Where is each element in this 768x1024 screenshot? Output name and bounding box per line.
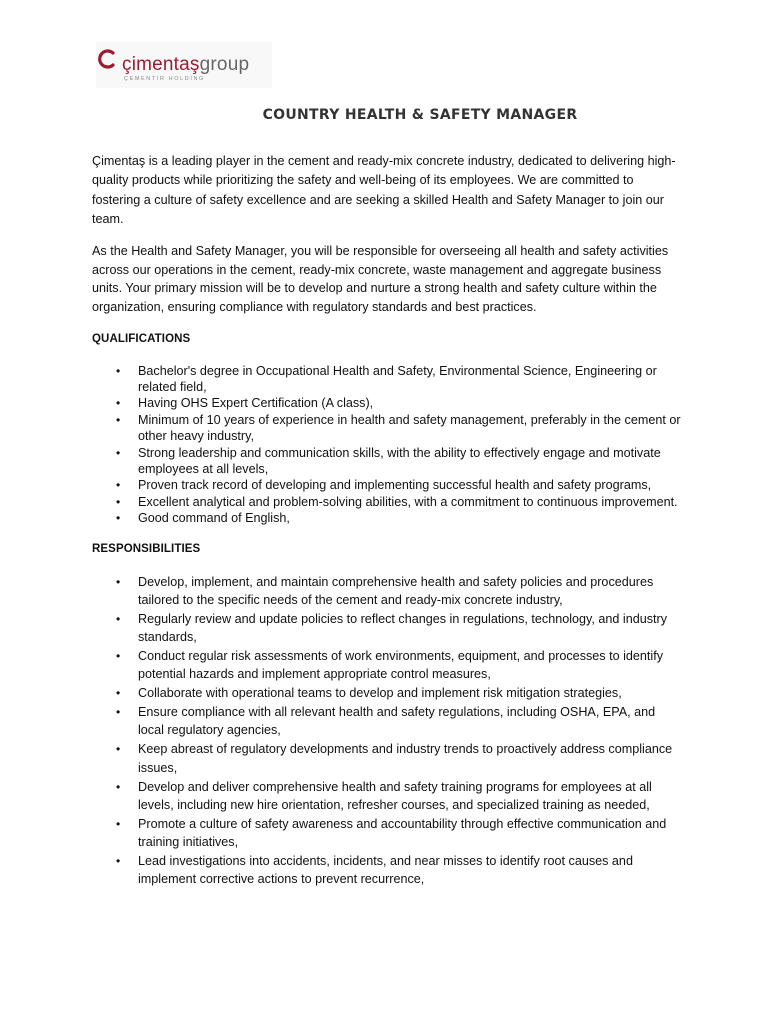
qualifications-heading: QUALIFICATIONS xyxy=(92,332,191,345)
list-item xyxy=(92,445,682,478)
list-item-text: Collaborate with operational teams to develop and implement risk mitigation strategies, xyxy=(138,686,622,701)
list-item-text: Proven track record of developing and implementing successful health and safety programs, xyxy=(138,478,652,493)
list-item-text: Develop, implement, and maintain comprehensive health and safety policies and procedures tailored to the specific needs of the cement and ready-mix concrete industry, xyxy=(138,574,654,607)
logo-group-text: group xyxy=(199,54,250,75)
document-body xyxy=(92,152,682,889)
list-item xyxy=(92,494,682,510)
list-item xyxy=(92,703,682,739)
list-item-text: Regularly review and update policies to reflect changes in regulations, technology, and industry standards, xyxy=(138,611,668,645)
bullet-icon: • xyxy=(116,686,121,701)
bullet-icon: • xyxy=(116,511,121,526)
list-item-text: Promote a culture of safety awareness and accountability through effective communication and training initiatives, xyxy=(138,816,667,850)
list-item xyxy=(92,647,682,683)
role-paragraph: As the Health and Safety Manager, you will be responsible for overseeing all health and safety activities across our operations in the cement, ready-mix concrete, waste management and aggregate business units. Your primary mission will be to develop and nurture a strong health and safety culture within the organization, ensuring compliance with regulatory standards and best practices. xyxy=(92,244,669,314)
bullet-icon: • xyxy=(116,396,121,411)
page-title: COUNTRY HEALTH & SAFETY MANAGER xyxy=(262,107,578,123)
responsibilities-list xyxy=(92,573,682,889)
list-item-text: Minimum of 10 years of experience in health and safety management, preferably in the cement or other heavy industry, xyxy=(138,412,681,444)
list-item-text: Lead investigations into accidents, incidents, and near misses to identify root causes and implement corrective actions to prevent recurrence, xyxy=(138,854,633,887)
list-item-text: Keep abreast of regulatory developments and industry trends to proactively address compliance issues, xyxy=(138,742,673,775)
bullet-icon: • xyxy=(116,611,121,626)
bullet-icon: • xyxy=(116,478,121,493)
logo-subtitle: ÇEMENTİR HOLDİNG xyxy=(124,76,205,82)
qualifications-list xyxy=(92,363,682,527)
list-item-text: Excellent analytical and problem-solving abilities, with a commitment to continuous improvement. xyxy=(138,494,678,509)
list-item xyxy=(92,510,682,526)
list-item xyxy=(92,740,682,776)
bullet-icon: • xyxy=(116,363,121,378)
list-item xyxy=(92,852,682,888)
list-item-text: Bachelor's degree in Occupational Health and Safety, Environmental Science, Engineering or related field, xyxy=(138,363,657,394)
list-item xyxy=(92,610,682,646)
list-item xyxy=(92,684,682,702)
list-item-text: Conduct regular risk assessments of work environments, equipment, and processes to identify potential hazards and implement appropriate control measures, xyxy=(138,649,663,682)
list-item-text: Ensure compliance with all relevant health and safety regulations, including OSHA, EPA, and local regulatory agencies, xyxy=(138,705,656,738)
company-logo xyxy=(96,42,272,88)
logo-mark-icon xyxy=(96,46,122,76)
intro-paragraph: Çimentaş is a leading player in the cement and ready-mix concrete industry, dedicated to delivering high-quality products while prioritizing the safety and well-being of its employees. We are committed to fostering a culture of safety excellence and are seeking a skilled Health and Safety Manager to join our team. xyxy=(92,154,676,226)
list-item-text: Good command of English, xyxy=(138,511,290,526)
list-item-text: Strong leadership and communication skills, with the ability to effectively engage and motivate employees at all levels, xyxy=(138,445,661,476)
logo-wordmark xyxy=(122,55,249,75)
list-item xyxy=(92,477,682,493)
bullet-icon: • xyxy=(116,705,121,720)
logo-brand-text: çimentaş xyxy=(122,54,200,75)
bullet-icon: • xyxy=(116,742,121,757)
list-item xyxy=(92,363,682,396)
list-item-text: Having OHS Expert Certification (A class), xyxy=(138,396,374,411)
bullet-icon: • xyxy=(116,649,121,664)
bullet-icon: • xyxy=(116,445,121,460)
list-item xyxy=(92,412,682,445)
list-item xyxy=(92,815,682,851)
list-item-text: Develop and deliver comprehensive health and safety training programs for employees at all levels, including new hire orientation, refresher courses, and specialized training as needed, xyxy=(138,779,652,812)
list-item xyxy=(92,778,682,814)
bullet-icon: • xyxy=(116,494,121,509)
bullet-icon: • xyxy=(116,412,121,427)
bullet-icon: • xyxy=(116,574,121,589)
responsibilities-heading: RESPONSIBILITIES xyxy=(92,542,201,555)
bullet-icon: • xyxy=(116,779,121,794)
list-item xyxy=(92,573,682,609)
bullet-icon: • xyxy=(116,816,121,831)
list-item xyxy=(92,395,682,411)
bullet-icon: • xyxy=(116,854,121,869)
